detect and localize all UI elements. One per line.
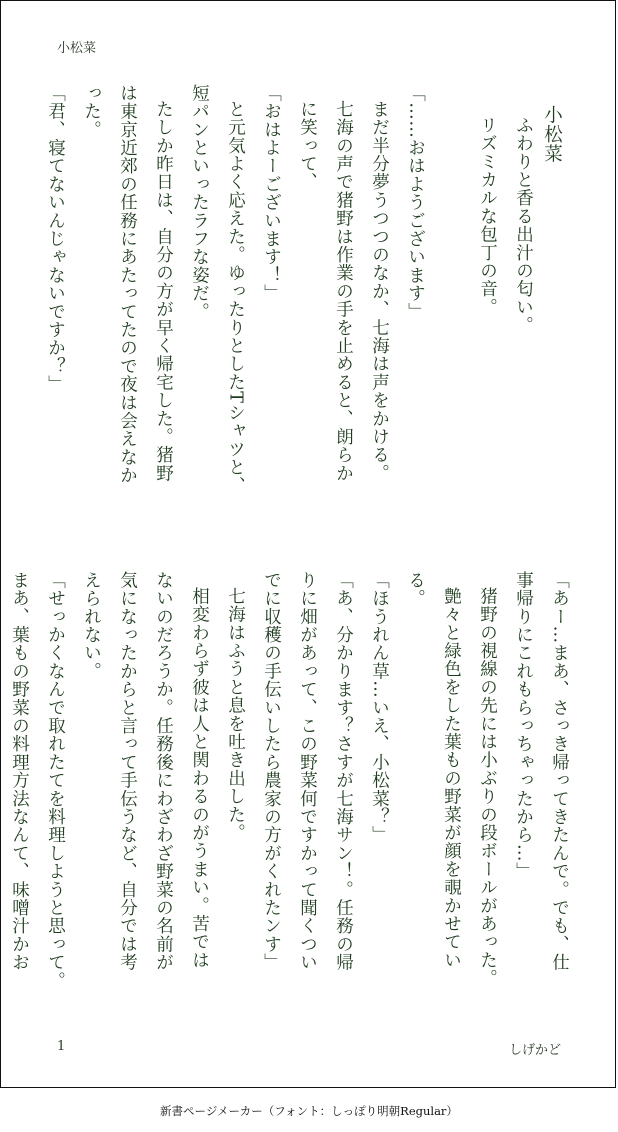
text-column: まあ、葉もの野菜の料理方法なんて、味噌汁かお [9,571,30,972]
author-name: しげかど [509,1043,562,1058]
text-column: 猪野の視線の先には小ぶりの段ボールがあった。 [477,587,498,988]
text-column: った。 [81,84,102,139]
text-column: 艶々と緑色をした葉もの野菜が顔を覗かせてい [441,587,462,970]
text-column: 気になったからと言って手伝うなど、自分では考 [117,571,138,972]
text-column: たしか昨日は、自分の方が早く帰宅した。猪野 [153,100,174,483]
running-title: 小松菜 [57,41,97,56]
text-column: 「せっかくなんで取れたてを料理しようと思って。 [45,571,66,990]
text-column: 七海の声で猪野は作業の手を止めると、朗らか [333,100,354,483]
text-column: まだ半分夢うつつのなか、七海は声をかける。 [369,100,390,483]
text-column: ないのだろうか。任務後にわざわざ野菜の名前が [153,571,174,972]
text-column: 短パンといったラフな姿だ。 [189,84,210,321]
text-column: 七海はふうと息を吐き出した。 [225,587,246,842]
text-column: 「あ、分かります？さすが七海サン！。任務の帰 [333,571,354,972]
text-column: でに収穫の手伝いしたら農家の方がくれたンす」 [261,571,282,972]
text-column: 「君、寝てないんじゃないですか？」 [45,84,66,394]
text-column: る。 [405,571,426,608]
text-column: に笑って、 [297,100,318,191]
text-column: 「ほうれん草…いえ、小松菜？」 [369,571,390,844]
text-column: 「おはよーございます！」 [261,84,282,303]
text-column: りに畑があって、この野菜何ですかって聞くつい [297,571,318,972]
text-column: 事帰りにこれもらっちゃったから…」 [513,571,534,881]
text-column: リズミカルな包丁の音。 [477,116,498,317]
text-column: ふわりと香る出汁の匂い。 [513,116,534,335]
text-column: 「あー…まあ、さっき帰ってきたんで。でも、仕 [549,571,570,972]
page-number: 1 [57,1039,66,1054]
text-column: 相変わらず彼は人と関わるのがうまい。苦では [189,587,210,970]
text-column: えられない。 [81,571,102,681]
text-column: 「……おはようございます」 [405,84,426,321]
story-title: 小松菜 [541,105,563,164]
text-column: と元気よく応えた。ゆったりとしたTシャツと、 [225,100,246,495]
generator-credit: 新書ページメーカー（フォント：しっぽり明朝Regular） [160,1104,458,1118]
text-column: は東京近郊の任務にあたってたので夜は会えなか [117,84,138,485]
